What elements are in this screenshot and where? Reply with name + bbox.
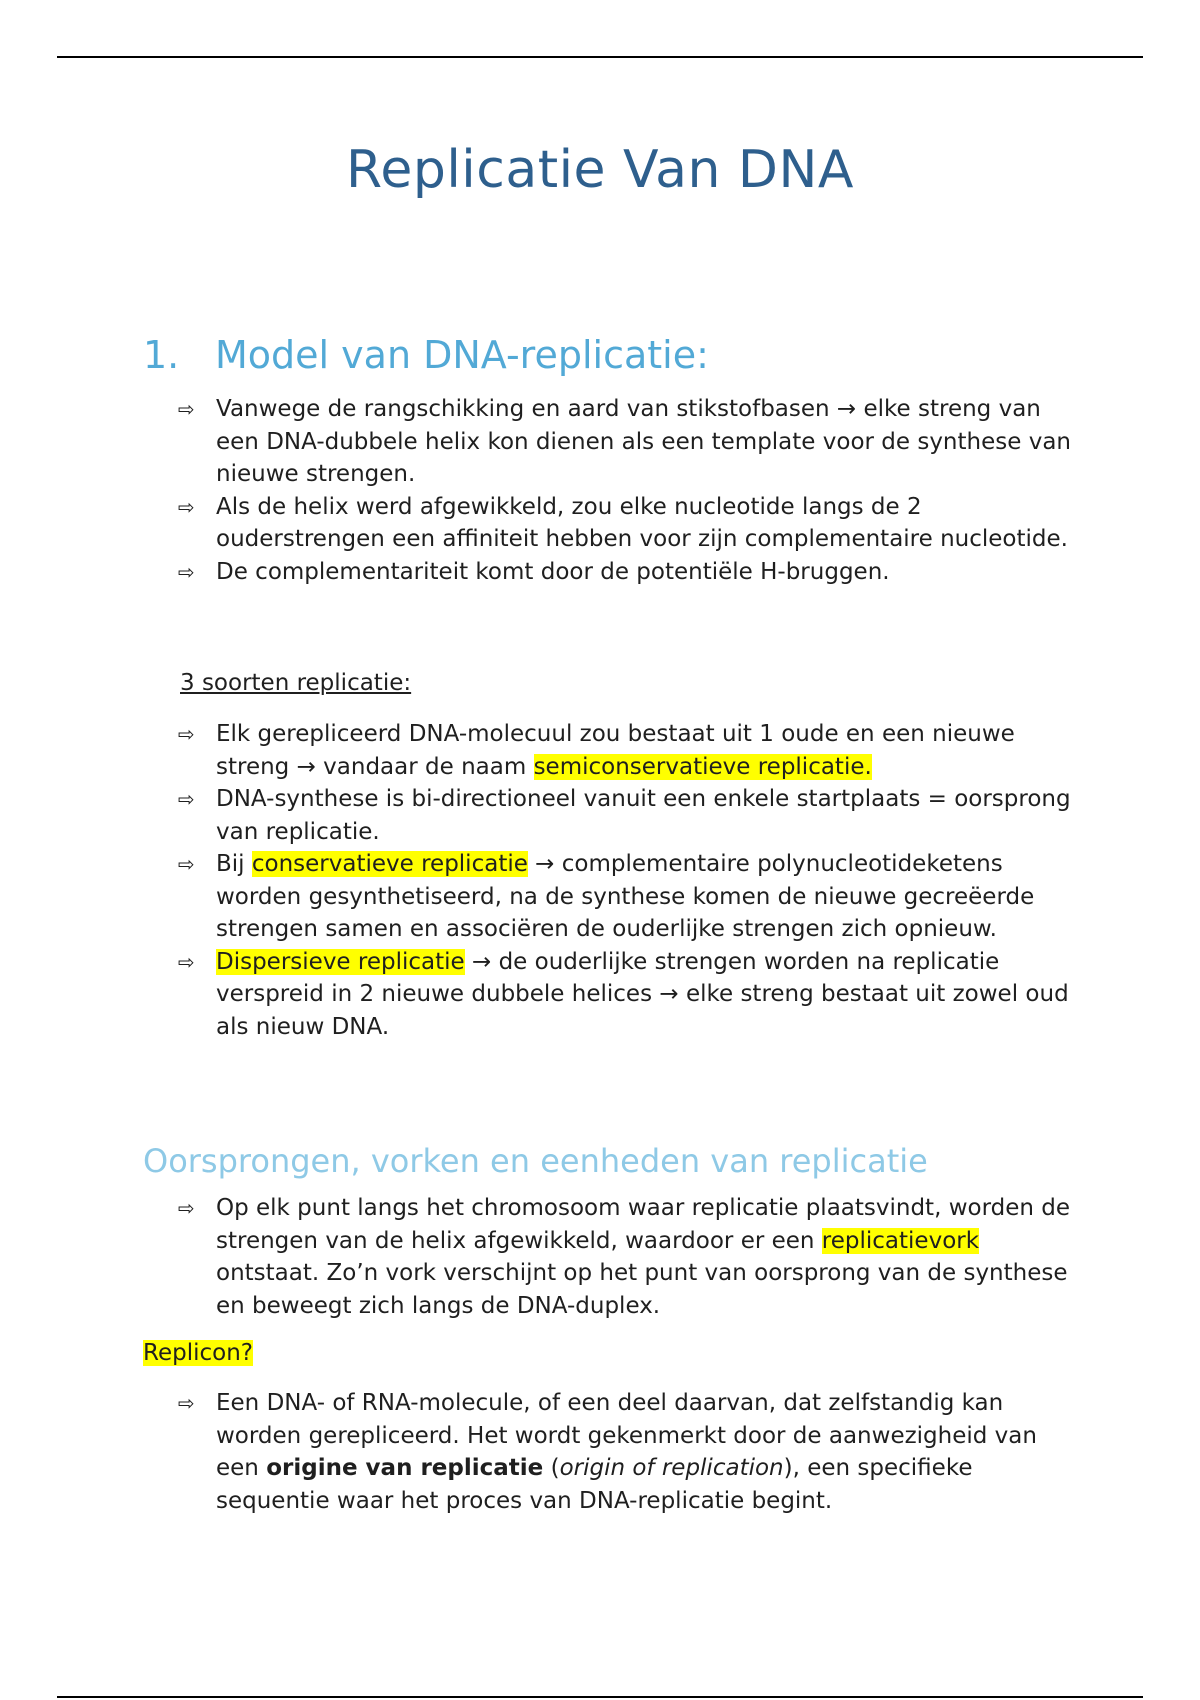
arrow-bullet-icon: ⇨ bbox=[178, 949, 195, 974]
arrow-bullet-icon: ⇨ bbox=[178, 787, 195, 811]
section-heading-text: Model van DNA-replicatie: bbox=[215, 333, 709, 377]
highlighted-term: semiconservatieve replicatie. bbox=[533, 753, 872, 780]
section-heading-origins: Oorsprongen, vorken en eenheden van replicatie bbox=[143, 1142, 928, 1180]
replicon-question: Replicon? bbox=[143, 1340, 253, 1366]
footer-rule bbox=[57, 1696, 1143, 1698]
highlighted-term: Dispersieve replicatie bbox=[216, 948, 465, 975]
highlighted-term: conservatieve replicatie bbox=[251, 851, 528, 877]
arrow-bullet-icon: ⇨ bbox=[178, 852, 195, 876]
page-title: Replicatie Van DNA bbox=[346, 140, 854, 200]
list-item: ⇨ DNA-synthese is bi-directioneel vanuit een enkele startplaats = oorsprong van replicatie. bbox=[143, 783, 1073, 848]
list-item: ⇨ Dispersieve replicatie → de ouderlijke strengen worden na replicatie verspreid in 2 nieuwe dubbele helices → elke streng bestaat uit zowel oud als nieuw DNA. bbox=[143, 946, 1073, 1044]
arrow-bullet-icon: ⇨ bbox=[178, 559, 195, 584]
highlighted-term: replicatievork bbox=[821, 1227, 980, 1254]
header-rule bbox=[57, 56, 1143, 58]
list-item: ⇨ De complementariteit komt door de potentiële H-bruggen. bbox=[143, 556, 1073, 589]
subheading-replication-types: 3 soorten replicatie: bbox=[180, 670, 412, 696]
arrow-bullet-icon: ⇨ bbox=[178, 494, 195, 519]
list-item: ⇨ Vanwege de rangschikking en aard van stikstofbasen → elke streng van een DNA-dubbele helix kon dienen als een template voor de synthese van nieuwe strengen. bbox=[143, 393, 1073, 491]
arrow-bullet-icon: ⇨ bbox=[178, 722, 195, 746]
arrow-bullet-icon: ⇨ bbox=[178, 397, 195, 421]
model-bullet-list bbox=[143, 393, 1073, 588]
list-item: ⇨ Bij conservatieve replicatie → complementaire polynucleotideketens worden gesynthetiseerd, na de synthese komen de nieuwe gecreëerde strengen samen en associëren de ouderlijke strengen zich opnieuw. bbox=[143, 848, 1073, 946]
bold-term: origine van replicatie bbox=[266, 1455, 544, 1481]
list-item: ⇨ Als de helix werd afgewikkeld, zou elke nucleotide langs de 2 ouderstrengen een affiniteit hebben voor zijn complementaire nucleotide. bbox=[143, 491, 1073, 556]
origins-bullet-list bbox=[143, 1192, 1073, 1322]
list-item: ⇨ Op elk punt langs het chromosoom waar replicatie plaatsvindt, worden de strengen van de helix afgewikkeld, waardoor er een replicatievork ontstaat. Zo’n vork verschijnt op het punt van oorsprong van de synthese en beweegt zich langs de DNA-duplex. bbox=[143, 1192, 1073, 1322]
arrow-bullet-icon: ⇨ bbox=[178, 1196, 195, 1220]
section-heading-model bbox=[143, 333, 709, 377]
list-item: ⇨ Een DNA- of RNA-molecule, of een deel daarvan, dat zelfstandig kan worden gerepliceerd. Het wordt gekenmerkt door de aanwezigheid van een origine van replicatie (origin of replication), een specifieke sequentie waar het proces van DNA-replicatie begint. bbox=[143, 1387, 1073, 1517]
replicon-definition-list bbox=[143, 1387, 1073, 1517]
italic-term: origin of replication bbox=[559, 1455, 784, 1481]
replication-types-list bbox=[143, 718, 1073, 1043]
list-item: ⇨ Elk gerepliceerd DNA-molecuul zou bestaat uit 1 oude en een nieuwe streng → vandaar de naam semiconservatieve replicatie. bbox=[143, 718, 1073, 783]
arrow-bullet-icon: ⇨ bbox=[178, 1391, 195, 1415]
section-number: 1. bbox=[143, 333, 180, 377]
